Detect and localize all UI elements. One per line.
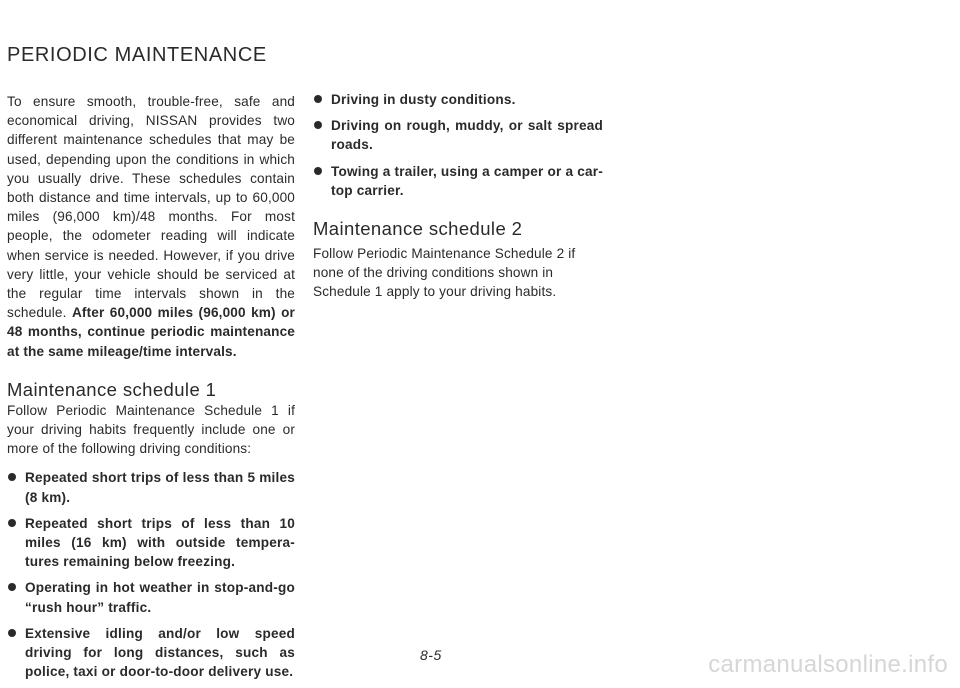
bullet-icon [8,519,16,527]
page-number: 8-5 [420,647,442,663]
condition-item: Extensive idling and/or low speed driving for long distances, such as police, taxi or door-to-door delivery use. [7,624,295,682]
condition-item: Driving in dusty conditions. [313,90,603,109]
condition-item: Towing a trailer, using a camper or a car-top carrier. [313,162,603,200]
schedule1-heading: Maintenance schedule 1 [7,378,217,400]
schedule2-text: Follow Periodic Maintenance Schedule 2 if none of the driving conditions shown in Schedule 1 apply to your driving habits. [313,246,576,300]
intro-paragraph [7,92,295,361]
intro-text: To ensure smooth, trouble-free, safe and economical driving, NISSAN provides two different maintenance schedules that may be used, depending upon the conditions in which you usually drive. These schedules contain both distance and time intervals, up to 60,000 miles (96,000 km)/48 months. For most people, the odometer reading will indicate when service is needed. However, if you drive very little, your vehicle should be serviced at the regular time intervals shown in the schedule. [7,94,295,321]
left-column [7,92,295,688]
page-title: PERIODIC MAINTENANCE [7,44,267,66]
schedule2-heading: Maintenance schedule 2 [313,218,523,240]
bullet-icon [314,167,322,175]
schedule1-conditions-continued [313,90,603,200]
bullet-icon [8,583,16,591]
intro-bold-text: After 60,000 miles (96,000 km) or 48 months, continue periodic maintenance at the same mileage/time intervals. [7,305,295,359]
bullet-icon [8,473,16,481]
condition-item: Repeated short trips of less than 10 miles (16 km) with outside tempera- tures remaining below freezing. [7,514,295,572]
condition-item: Repeated short trips of less than 5 miles (8 km). [7,468,295,506]
bullet-icon [8,629,16,637]
right-column [313,90,603,302]
bullet-icon [314,121,322,129]
condition-item: Driving on rough, muddy, or salt spread roads. [313,116,603,154]
schedule1-intro: Follow Periodic Maintenance Schedule 1 if your driving habits frequently include one or more of the following driving conditions: [7,402,295,457]
watermark: carmanualsonline.info [708,651,948,678]
schedule1-conditions-list [7,468,295,681]
bullet-icon [314,95,322,103]
condition-item: Operating in hot weather in stop-and-go “rush hour” traffic. [7,578,295,616]
